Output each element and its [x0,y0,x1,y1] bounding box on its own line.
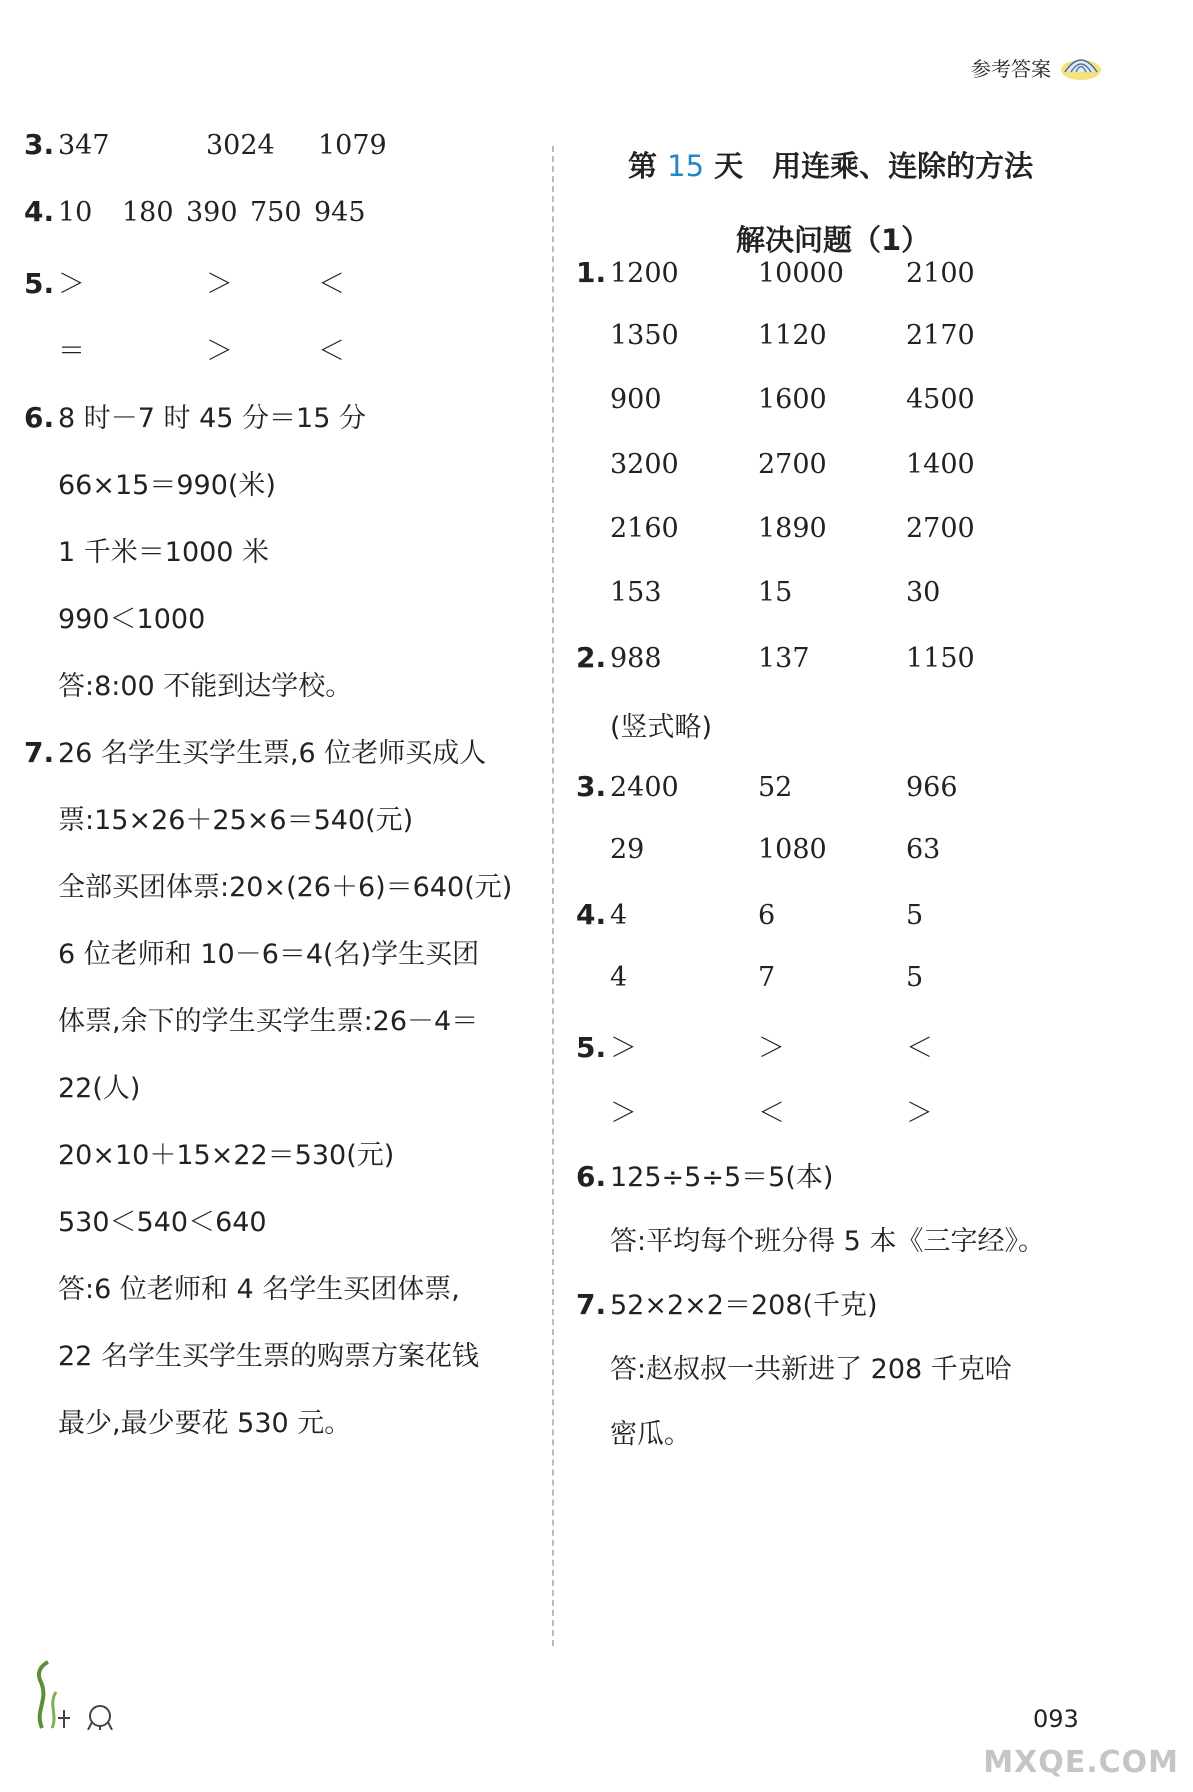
answer-cell: 1400 [906,448,975,480]
answer-cell: 2400 [610,771,679,803]
answer-cell: 3200 [610,448,679,480]
answer-row [24,530,269,569]
answer-text: 全部买团体票:20×(26＋6)＝640(元) [58,872,513,903]
answer-row [24,1066,140,1105]
answer-row [24,396,366,435]
question-number: 5. [24,267,55,300]
question-number: 7. [24,736,55,769]
answer-row [24,463,276,502]
answer-cell: 347 [58,130,110,161]
answer-text: 6 位老师和 10－6＝4(名)学生买团 [58,939,480,970]
answer-row [576,449,1046,480]
page-header [971,52,1103,82]
answer-row [576,834,1046,865]
title-prefix: 第 [628,149,658,183]
answer-cell: 4500 [906,384,975,416]
seaweed-icon [30,1660,120,1730]
answer-text: 20×10＋15×22＝530(元) [58,1140,395,1171]
answer-row [576,770,1046,803]
answer-cell: 5 [906,962,924,994]
answer-text: 26 名学生买学生票,6 位老师买成人 [58,738,487,769]
question-number: 3. [576,769,607,803]
answer-row [24,195,378,228]
answer-row [24,798,413,837]
question-number: 4. [576,898,607,931]
answer-cell: ＞ [906,1097,933,1129]
answer-row [24,1401,351,1440]
answer-text: 票:15×26＋25×6＝540(元) [58,805,414,836]
answer-cell: 1120 [758,320,827,352]
answer-cell: 1350 [610,320,679,352]
answer-row [24,1334,479,1373]
question-number: 1. [576,256,607,289]
answer-cell: 945 [314,197,366,228]
answer-row [576,1155,833,1194]
answer-row [576,1412,691,1451]
answer-cell: 137 [758,643,810,675]
answer-cell: ＝ [58,336,85,367]
answer-cell: 63 [906,833,941,865]
answer-cell: ＞ [58,269,85,300]
question-number: 6. [24,401,55,434]
answer-text: 125÷5÷5＝5(本) [610,1161,834,1193]
answer-cell: ＞ [610,1097,637,1129]
watermark: MXQE.COM [983,1745,1179,1780]
answer-row [24,999,478,1038]
answer-text: 530＜540＜640 [58,1207,267,1238]
answer-row [24,329,458,368]
answer-row [576,1219,1045,1258]
answer-row [576,577,1046,608]
answer-cell: 1890 [758,512,827,544]
answer-text: 66×15＝990(米) [58,470,276,501]
answer-text: 52×2×2＝208(千克) [610,1290,878,1322]
answer-cell: 390 [186,197,238,228]
answer-text: (竖式略) [610,712,713,744]
answer-cell: 153 [610,577,662,608]
answer-row [576,256,1046,289]
column-divider [552,146,554,1646]
answer-cell: 5 [906,900,924,931]
answer-cell: 900 [610,384,662,416]
answer-row [24,865,512,904]
question-number: 5. [576,1031,607,1065]
answer-row [24,1133,394,1172]
answer-cell: 15 [758,577,793,608]
answer-cell: 29 [610,833,645,865]
answer-row [24,262,458,301]
title-text: 天 用连乘、连除的方法 [714,149,1034,183]
answer-row [24,128,458,161]
answer-text: 密瓜。 [610,1418,691,1450]
answer-cell: ＜ [318,336,345,367]
section-title [628,144,1033,185]
question-number: 4. [24,195,55,228]
answer-row [24,1200,267,1239]
answer-row [576,898,1046,931]
answer-cell: 10000 [758,258,844,289]
answer-text: 1 千米＝1000 米 [58,537,270,568]
answer-text: 体票,余下的学生买学生票:26－4＝ [58,1006,479,1037]
answer-cell: 1079 [318,130,387,161]
answer-cell: 52 [758,771,793,803]
answer-cell: 6 [758,900,776,931]
answer-row [24,664,352,703]
answer-cell: ＜ [906,1033,933,1065]
answer-text: 8 时－7 时 45 分＝15 分 [58,403,366,434]
answer-cell: 180 [122,197,174,228]
answer-cell: 7 [758,962,776,994]
answer-row [24,932,479,971]
answer-cell: ＜ [758,1097,785,1129]
answer-text: 22(人) [58,1073,141,1104]
answer-row [576,705,712,744]
answer-text: 最少,最少要花 530 元。 [58,1408,352,1439]
answer-cell: 2700 [758,448,827,480]
answer-cell: 2700 [906,512,975,544]
answer-row [576,513,1046,544]
answer-cell: 2100 [906,258,975,289]
answer-text: 答:8:00 不能到达学校。 [58,671,353,702]
answer-cell: 1600 [758,384,827,416]
answer-cell: 966 [906,771,958,803]
answer-cell: ＜ [318,269,345,300]
answer-text: 22 名学生买学生票的购票方案花钱 [58,1341,479,1372]
answer-row [576,641,1046,674]
day-number: 15 [667,149,705,183]
answer-cell: 4 [610,962,628,994]
answer-text: 答:6 位老师和 4 名学生买团体票, [58,1274,460,1305]
answer-row [24,597,205,636]
answer-cell: 4 [610,900,628,931]
answer-cell: 988 [610,643,662,675]
answer-row [576,1347,1012,1386]
answer-cell: 10 [58,197,93,228]
shell-icon [1059,52,1103,82]
answer-text: 990＜1000 [58,604,206,635]
answer-row [24,731,486,770]
answer-row [24,1267,460,1306]
answer-cell: ＞ [610,1033,637,1065]
page-number: 093 [1033,1705,1079,1733]
answer-cell: 2160 [610,512,679,544]
answer-cell: ＞ [206,336,233,367]
answer-cell: 1200 [610,258,679,289]
question-number: 3. [24,128,55,161]
answer-row [576,384,1046,415]
question-number: 6. [576,1159,607,1193]
answer-cell: 3024 [206,130,275,161]
answer-cell: ＞ [758,1033,785,1065]
answer-row [576,1283,878,1322]
question-number: 2. [576,641,607,675]
answer-cell: ＞ [206,269,233,300]
answer-row [576,962,1046,993]
answer-row [576,1026,1046,1065]
answer-row [576,1091,1046,1130]
answer-cell: 2170 [906,320,975,352]
answer-cell: 1080 [758,833,827,865]
header-label: 参考答案 [971,56,1051,81]
answer-text: 答:赵叔叔一共新进了 208 千克哈 [610,1354,1012,1386]
answer-cell: 30 [906,577,941,608]
answer-row [576,320,1046,351]
answer-cell: 750 [250,197,302,228]
answer-text: 答:平均每个班分得 5 本《三字经》。 [610,1226,1045,1257]
section-subtitle: 解决问题（1） [736,223,931,257]
question-number: 7. [576,1288,607,1322]
answer-cell: 1150 [906,643,975,675]
